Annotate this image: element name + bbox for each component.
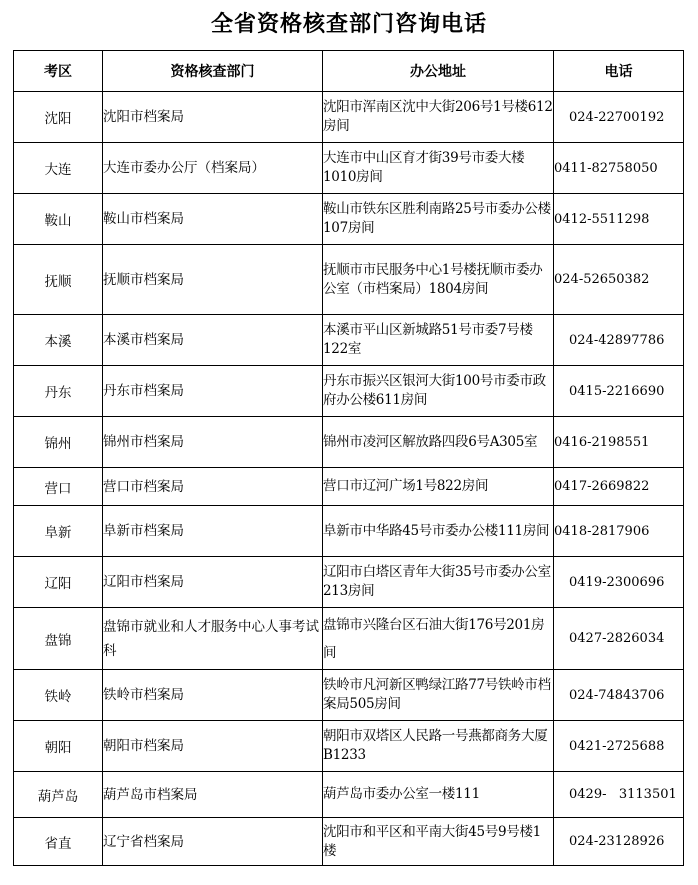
cell-dept: 沈阳市档案局 [103,92,323,143]
cell-area: 锦州 [14,417,103,468]
cell-area: 鞍山 [14,194,103,245]
contacts-table [13,50,684,866]
table-row [14,143,684,194]
cell-area: 省直 [14,818,103,866]
cell-phone: 0417-2669822 [554,468,684,506]
cell-address: 阜新市中华路45号市委办公楼111房间 [323,506,554,557]
table-header-row [14,51,684,92]
cell-address: 朝阳市双塔区人民路一号燕都商务大厦B1233 [323,721,554,772]
cell-area: 葫芦岛 [14,772,103,818]
table-row [14,468,684,506]
cell-address: 沈阳市和平区和平南大街45号9号楼1楼 [323,818,554,866]
column-header-phone: 电话 [554,51,684,92]
cell-address: 辽阳市白塔区青年大街35号市委办公室213房间 [323,557,554,608]
cell-address: 本溪市平山区新城路51号市委7号楼122室 [323,315,554,366]
cell-area: 丹东 [14,366,103,417]
table-row [14,506,684,557]
cell-area: 抚顺 [14,245,103,315]
cell-address: 大连市中山区育才街39号市委大楼1010房间 [323,143,554,194]
cell-dept: 鞍山市档案局 [103,194,323,245]
cell-area: 营口 [14,468,103,506]
cell-dept: 铁岭市档案局 [103,670,323,721]
cell-phone: 024-52650382 [554,245,684,315]
cell-dept: 阜新市档案局 [103,506,323,557]
cell-phone: 0412-5511298 [554,194,684,245]
column-header-address: 办公地址 [323,51,554,92]
cell-area: 辽阳 [14,557,103,608]
cell-phone: 0429- 3113501 [554,772,684,818]
cell-address: 沈阳市浑南区沈中大街206号1号楼612房间 [323,92,554,143]
cell-address: 抚顺市市民服务中心1号楼抚顺市委办公室（市档案局）1804房间 [323,245,554,315]
cell-area: 沈阳 [14,92,103,143]
cell-dept: 朝阳市档案局 [103,721,323,772]
cell-dept: 大连市委办公厅（档案局） [103,143,323,194]
table-row [14,315,684,366]
cell-address: 丹东市振兴区银河大街100号市委市政府办公楼611房间 [323,366,554,417]
cell-area: 阜新 [14,506,103,557]
cell-address: 葫芦岛市委办公室一楼111 [323,772,554,818]
table-row [14,721,684,772]
page-title: 全省资格核查部门咨询电话 [210,12,487,37]
table-row [14,670,684,721]
cell-dept: 葫芦岛市档案局 [103,772,323,818]
cell-area: 本溪 [14,315,103,366]
table-row [14,772,684,818]
cell-address: 锦州市凌河区解放路四段6号A305室 [323,417,554,468]
cell-dept: 辽阳市档案局 [103,557,323,608]
column-header-area: 考区 [14,51,103,92]
table-row [14,818,684,866]
cell-area: 铁岭 [14,670,103,721]
cell-phone: 0415-2216690 [554,366,684,417]
cell-phone: 0421-2725688 [554,721,684,772]
table-row [14,417,684,468]
column-header-dept: 资格核查部门 [103,51,323,92]
cell-address: 营口市辽河广场1号822房间 [323,468,554,506]
cell-phone: 024-42897786 [554,315,684,366]
cell-phone: 0427-2826034 [554,608,684,670]
table-row [14,608,684,670]
cell-dept: 辽宁省档案局 [103,818,323,866]
cell-phone: 0419-2300696 [554,557,684,608]
table-row [14,557,684,608]
cell-dept: 丹东市档案局 [103,366,323,417]
table-row [14,194,684,245]
cell-area: 盘锦 [14,608,103,670]
cell-dept: 抚顺市档案局 [103,245,323,315]
cell-phone: 0416-2198551 [554,417,684,468]
table-row [14,366,684,417]
cell-area: 大连 [14,143,103,194]
table-row [14,92,684,143]
cell-phone: 024-22700192 [554,92,684,143]
cell-phone: 0418-2817906 [554,506,684,557]
cell-dept: 盘锦市就业和人才服务中心人事考试科 [103,608,323,670]
cell-address: 铁岭市凡河新区鸭绿江路77号铁岭市档案局505房间 [323,670,554,721]
cell-area: 朝阳 [14,721,103,772]
cell-address: 盘锦市兴隆台区石油大街176号201房间 [323,608,554,670]
cell-dept: 本溪市档案局 [103,315,323,366]
cell-phone: 0411-82758050 [554,143,684,194]
cell-phone: 024-74843706 [554,670,684,721]
cell-address: 鞍山市铁东区胜利南路25号市委办公楼107房间 [323,194,554,245]
cell-dept: 锦州市档案局 [103,417,323,468]
table-row [14,245,684,315]
cell-phone: 024-23128926 [554,818,684,866]
cell-dept: 营口市档案局 [103,468,323,506]
